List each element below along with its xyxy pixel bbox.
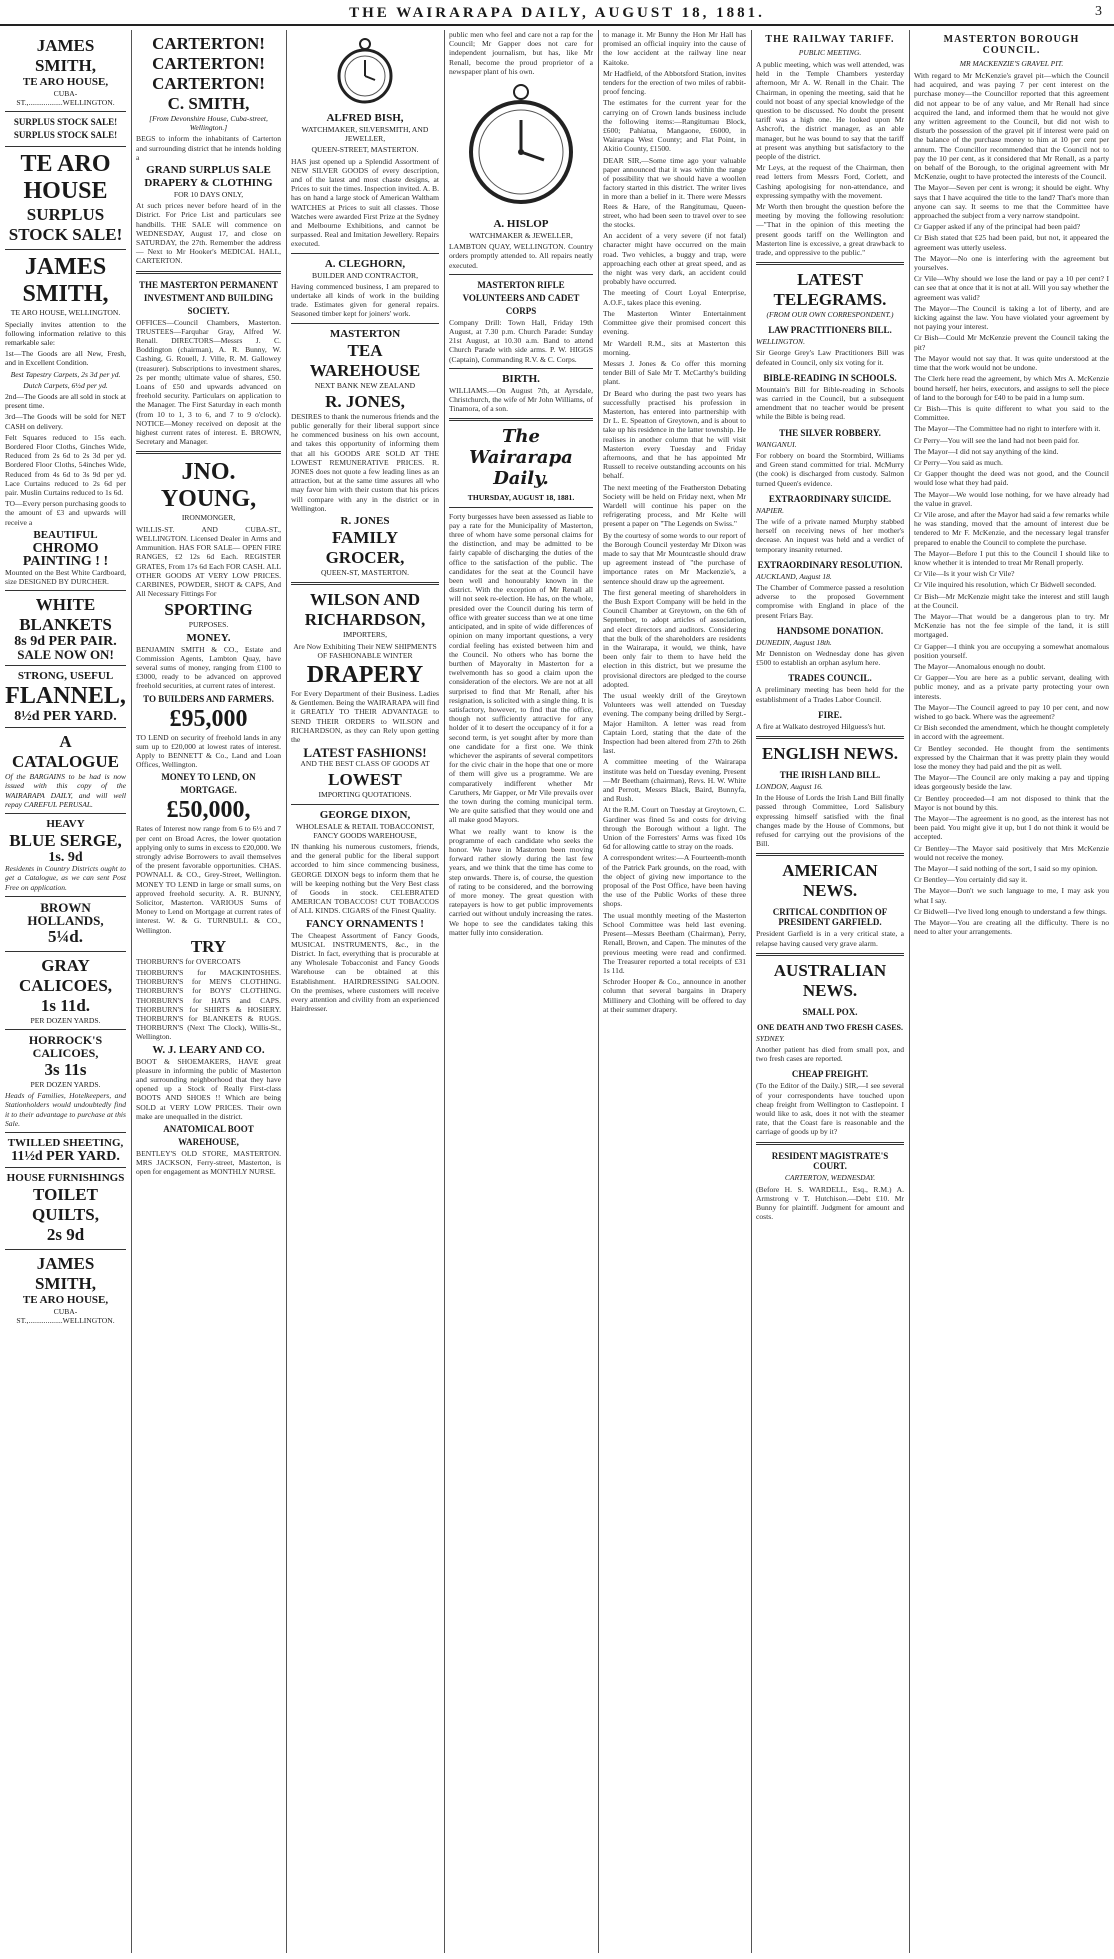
brown-heading: BROWN HOLLANDS, (27, 899, 104, 928)
council-heading: MASTERTON BOROUGH COUNCIL. (943, 34, 1080, 56)
csmith-name: C. SMITH, (167, 94, 250, 113)
try-heading: TRY (190, 936, 227, 956)
masterton-permanent: THE MASTERTON PERMANENT INVESTMENT AND BUILDING SOCIETY. (138, 279, 279, 316)
pocket-watch-icon (335, 36, 395, 106)
flannel-title: STRONG, USEFUL (17, 670, 114, 683)
australian-heading: AUSTRALIAN NEWS. (773, 960, 887, 1000)
per-dozen-2: PER DOZEN YARDS. (30, 1079, 101, 1089)
serge-label: HEAVY (46, 818, 85, 831)
birth-heading: BIRTH. (502, 372, 540, 385)
column-masterton-ads: ALFRED BISH, WATCHMAKER, SILVERSMITH, AND JEWELLER, QUEEN-STREET, MASTERTON. HAS just opened up a Splendid Assortment of NEW SILVER GOODS of every description, and of the latest and most chaste designs, at Prices to suit the times. Inspection invited. A. B. has on hand a large stock of American Waltham WATCHES at Prices to suit all classes. Those Watches were awarded First Prize at the Sydney and Melbourne Exhibitions, and cannot be surpassed. Real and Imitation Jewellery. Repairs executed. A. CLEGHORN, BUILDER AND CONTRACTOR, Having commenced business, I am prepared to undertake all kinds of work in the building trade. Estimates given for general repairs. Seasoned timber kept for joiners' work. MASTERTON TEA WAREHOUSE NEXT BANK NEW ZEALAND R. JONES, DESIRES to thank the numerous friends and the public generally for their liberal support since he commenced business on his own account, and takes this opportunity of informing them that all his GOODS ARE SOLD AT THE LOWEST REMUNERATIVE PRICES. R. JONES does not quote a few leading lines as an attraction, but at the same time assures all who may favor him with their custom that his prices will compare with any in the district or in Wellington. R. JONES FAMILY GROCER, QUEEN-ST, MASTERTON. WILSON AND RICHARDSON, IMPORTERS, Are Now Exhibiting Their NEW SHIPMENTS OF FASHIONABLE WINTER DRAPERY For Every Department of their Business. Ladies & Gentlemen. Being the WAIRARAPA will find it GREATLY TO THEIR ADVANTAGE to SEND THEIR ORDERS to WILSON and RICHARDSON, as they can Rely upon getting the LATEST FASHIONS! AND THE BEST CLASS OF GOODS AT LOWEST IMPORTING QUOTATIONS. GEORGE DIXON, WHOLESALE & RETAIL TOBACCONIST, FANCY GOODS WAREHOUSE, IN thanking his numerous customers, friends, and the general public for the liberal support accorded to him since commencing business, GEORGE DIXON begs to inform them that he will be keeping nothing but the Very Best class of Goods in stock. CELEBRATED AMERICAN TOBACCOS! CUT TOBACCOS of ALL KINDS. CIGARS of the Finest Quality. FANCY ORNAMENTS ! The Cheapest Assortment of Fancy Goods, MUSICAL INSTRUMENTS, &c., in the District. In fact, everything that is procurable at any Wholesale Tobacconist and Fancy Goods Warehouse can be obtained at this Establishment. HAIRDRESSING SALOON. On the premises, where customers will receive every attention and civility from an experienced Hairdresser. (286, 30, 444, 1953)
csmith-from: [From Devonshire House, Cuba-street, Wellington.] (149, 114, 268, 133)
railway-heading: THE RAILWAY TARIFF. (765, 34, 895, 45)
irish-heading: THE IRISH LAND BILL. (779, 769, 881, 780)
blankets-heading: WHITE BLANKETS (19, 595, 112, 635)
jones-name-2: R. JONES (340, 515, 390, 528)
masthead-title: THE WAIRARAPA DAILY, AUGUST 18, 1881. (349, 5, 765, 21)
serge-heading: BLUE SERGE, (9, 831, 122, 851)
family-grocer: FAMILY GROCER, (325, 528, 405, 568)
hislop-name: A. HISLOP (493, 218, 549, 231)
paper-date: THURSDAY, AUGUST 18, 1881. (467, 493, 575, 503)
carterton-heading-2: CARTERTON! CARTERTON! (152, 54, 265, 93)
english-heading: ENGLISH NEWS. (761, 743, 899, 763)
sporting: SPORTING (164, 600, 253, 620)
toilet-price: 2s 9d (46, 1224, 85, 1244)
column-te-aro-house: JAMES SMITH, TE ARO HOUSE, CUBA-ST.,..................WELLINGTON. SURPLUS STOCK SALE! SURPLUS STOCK SALE! TE ARO HOUSE SURPLUS STOCK SALE! JAMES SMITH, TE ARO HOUSE, WELLINGTON. Specially invites attention to the following information relative to this remarkable sale: 1st—The Goods are all New, Fresh, and in Excellent Condition. Best Tapestry Carpets, 2s 3d per yd. Dutch Carpets, 6½d per yd. 2nd—The Goods are all sold in stock at present time. 3rd—The Goods will be sold for NET CASH on delivery. Felt Squares reduced to 15s each. Bordered Floor Cloths, Ginches Wide, Reduced from 2s 6d to 2s 3d per yd. Bordered Floor Cloths, 54inches Wide, Reduced from 4s 6d to 3s 9d per yd. Lace Curtains reduced to 2s 6d per pair. Muslin Curtains reduced to 1s 6d. TO—Every person purchasing goods to the amount of £3 and upwards will receive a BEAUTIFUL CHROMO PAINTING ! ! Mounted on the Best White Cardboard, size DESIGNED BY DURCHER. WHITE BLANKETS 8s 9d PER PAIR. SALE NOW ON! STRONG, USEFUL FLANNEL, 8½d PER YARD. A CATALOGUE Of the BARGAINS to be had is now issued with this copy of the WAIRARAPA DAILY, and will well repay CAREFUL PERUSAL. HEAVY BLUE SERGE, 1s. 9d Residents in Country Districts ought to get a Catalogue, as we can sent Post Free on application. BROWN HOLLANDS, 5¼d. GRAY CALICOES, 1s 11d. PER DOZEN YARDS. HORROCK'S CALICOES, 3s 11s PER DOZEN YARDS. Heads of Families, Hotelkeepers, and Stationholders would undoubtedly find it to their advantage to purchase at this Sale. TWILLED SHEETING, 11½d PER YARD. HOUSE FURNISHINGS TOILET QUILTS, 2s 9d JAMES SMITH, TE ARO HOUSE, CUBA-ST.,..................WELLINGTON. (5, 36, 126, 1326)
dixon-name: GEORGE DIXON, (319, 808, 411, 821)
dixon-sub: WHOLESALE & RETAIL TOBACCONIST, FANCY GOODS WAREHOUSE, (295, 821, 435, 840)
bish-name: ALFRED BISH, (326, 112, 404, 124)
carterton-wednesday: CARTERTON, WEDNESDAY. (784, 1172, 876, 1182)
horrocks-price: 3s 11s (44, 1059, 87, 1079)
silver-heading: THE SILVER ROBBERY. (779, 427, 881, 438)
advert-intro: Specially invites attention to the following information relative to this remarkable sale: (5, 319, 126, 348)
fire-heading: FIRE. (818, 709, 842, 720)
item: 2nd—The Goods are all sold in stock at present time. (5, 392, 126, 411)
thorburn: THORBURN'S for OVERCOATS (136, 956, 241, 966)
gray-heading: GRAY CALICOES, (18, 955, 113, 995)
carterton-heading: CARTERTON! (152, 34, 265, 53)
advert-store-3: TE ARO HOUSE, (22, 1293, 109, 1306)
toilet-heading: TOILET QUILTS, (32, 1184, 99, 1224)
item: Best Tapestry Carpets, 2s 3d per yd. (10, 369, 121, 379)
item: Dutch Carpets, 6½d per yd. (23, 380, 108, 390)
garfield-heading: CRITICAL CONDITION OF PRESIDENT GARFIELD. (772, 907, 888, 928)
hislop-sub: WATCHMAKER & JEWELLER, (469, 231, 573, 241)
column-news: to manage it. Mr Bunny the Hon Mr Hall has promised an official inquiry into the cause of the low accident at the railway line near Kaitoke. Mr Hadfield, of the Abbotsford Station, invites tenders for the erection of two miles of rabbit-proof fencing. The estimates for the current year for the carrying on of Crown lands business include the following items:—Rangitumau Block, £600; Pahiatua, Mangaone, £6000, in Wairarapa West County; and Flat Point, in Akitio County, £1500. DEAR SIR,—Some time ago your valuable paper announced that it was within the range of possibility that we should have a woollen factory started in this district. The writer lives in more than a belief in it. There were Messrs Rees & Hare, of the Rangitumau, Queen-street, who had been seen to travel over to see the stocks. An accident of a very severe (if not fatal) character might have occurred on the main road. Two vehicles, a buggy and trap, were approaching each other at great speed, and as the night was very dark, an accident could probably have occurred. The meeting of Court Loyal Enterprise, A.O.F., takes place this evening. The Masterton Winter Entertainment Committee give their promised concert this evening. Mr Wardell R.M., sits at Masterton this morning. Messrs J. Jones & Co offer this morning tender Bill of Sale Mr T. McCarthy's building plant. Dr Beard who during the past two years has successfully practised his profession in Masterton, has entered into partnership with Dr L. E. Speatton of Greytown, and is about to take up his residence in the latter township. He realises in another column that he will visit Masterton every Tuesday and Friday afternoons, and that he has appointed Mr Russell to receive outstanding accounts on his behalf. The next meeting of the Featherston Debating Society will be held on Friday next, when Mr Wardell will continue his paper on the refrigerating process, and Mr Kelte will present a paper on "The Legends on Swiss." By the courtesy of some words to our report of the Borough Council yesterday Mr Dixon was made to say that Mr Mountcastle should draw up agreement instead of "the purchase of importance rates on Mr Mackenzie's, a sentence should draw up the agreement. The first general meeting of shareholders in the Bush Export Company will be held in the Council Chamber at Greytown, on the 6th of September, to adopt articles of association, and elect directors and auditors. Considering that the bulk of the shareholders are residents in the Wairarapa, it would, we think, have been only fair to them to have held the election in this district, but we presume the provisional directors are pledged to the course adopted. The usual weekly drill of the Greytown Volunteers was well attended on Tuesday evening. The company being drilled by Sergt.-Major Hamilton. A letter was read from Captain Lord, stating that the date of the Inspection had been altered from 27th to 26th last. A committee meeting of the Wairarapa institute was held on Tuesday evening. Present—Mr Beetham (chairman), Revs. H. W. White and Perrott, Messrs Black, Baird, Bunnyfa, and Rush. At the R.M. Court on Tuesday at Greytown, C. Gardiner was fined 5s and costs for driving through the Borough without a light. The Union of the Forresters' Arms was fixed 10s 6d for allowing cattle to stray on the roads. A correspondent writes:—A Fourteenth-month of the Patrick Park grounds, on the road, with the object of giving new importance to the proposal of the Post Office, have been having the use of the Public Works of these three shops. The usual monthly meeting of the Masterton School Committee was held last evening. Present—Messrs Beetham (Chairman), Perry, Renall, Brown, and Capen. The minutes of the previous meeting were read and confirmed. The Treasurer reported a total receipts of £31 1s 11d. Schroder Hooper & Co., announce in another column that several bargains in Drapery Millinery and Clothing will be offered to day at their summer drapery. (603, 30, 746, 1014)
catalogue-title: A CATALOGUE (11, 732, 120, 772)
money-lend: MONEY TO LEND, ON MORTGAGE. (161, 772, 256, 796)
trades-heading: TRADES COUNCIL. (788, 673, 872, 684)
wilson-richardson: WILSON AND RICHARDSON, (304, 590, 426, 630)
item: 3rd—The Goods will be sold for NET CASH on delivery. (5, 412, 126, 431)
own-correspondent: (FROM OUR OWN CORRESPONDENT.) (766, 310, 894, 320)
bible-heading: BIBLE-READING IN SCHOOLS. (763, 372, 897, 383)
advert-address-2: TE ARO HOUSE, WELLINGTON. (10, 308, 121, 318)
catalogue-text: Of the BARGAINS to be had is now issued with this copy of the WAIRARAPA DAILY, and will well repay CAREFUL PERUSAL. (5, 772, 126, 809)
twilled-heading: TWILLED SHEETING, (7, 1136, 124, 1149)
column-editorial: public men who feel and care not a rap for the Council; Mr Gapper does not care for independent journalism, but has, like Mr Renall, become the proud proprietor of a newspaper plant of his own. A. HISLOP WATCHMAKER & JEWELLER, LAMBTON QUAY, WELLINGTON. Country orders promptly attended to. All repairs neatly executed. MASTERTON RIFLE VOLUNTEERS AND CADET CORPS Company Drill: Town Hall, Friday 19th August, at 7.30 p.m. Church Parade: Sunday 21st August, at 10.30 a.m. Band to attend Church Parade with side arms. P. W. HIGGS (Captain), Commanding R.V. & C. Corps. BIRTH. WILLIAMS.—On August 7th, at Ayrsdale, Christchurch, the wife of Mr John Williams, of Tinamora, of a son. The Wairarapa Daily. THURSDAY, AUGUST 18, 1881. Forty burgesses have been assessed as liable to pay a rate for the Municipality of Masterton, three of whom have some personal claims for the distinction, and may be admitted to be fairly capable of discharging the duties of the office to the satisfaction of the public. The candidates for the seat at the Council have been well and honourably known in the district. With the exception of Mr Renall all will not seek re-election. He has, on the whole, presided over the Council during his term of office with greater success than we at one time anticipated, and in spite of wide differences of opinion on many important questions, a very cordial feeling has existed between him and the Council. No others who has borne the burthen of Mayoralty in Masterton for a twelvemonth has so good a claim upon the consideration of the electors. We are not at all surprised to find that Mr Renall, after his resignation, is solicited with a single thing. It is satisfactory, however, to find that the office, though not sufficiently attractive for any holder of it to desert the occupancy of it for a second term, is yet sought after by more than one candidate for a first one. We think whichever the aspirants of several competitors for the civic chair in the hope that one or more of them will give us a programme. We are comparatively indifferent whether Mr Caruthers, Mr Gapper, or Mr Vile prevails over the town during the coming municipal term. We are quite satisfied that they would one and all make good Mayors. What we really want to know is the programme of each candidate who seeks the honor. We have in Masterton been moving forward rather slowly during the last few years, and we think that the time has come to step onwards. There is, of course, the question of rating to be considered, and the borrowing of more money. The great question with ratepayers is how to get public improvements carried out without unduly increasing the rates. We hope to see the candidates taking this matter fully into consideration. (449, 30, 593, 937)
cleghorn-sub: BUILDER AND CONTRACTOR, (312, 270, 418, 280)
resolution-heading: EXTRAORDINARY RESOLUTION. (757, 559, 903, 570)
law-heading: LAW PRACTITIONERS BILL. (768, 325, 892, 336)
chromo-title: CHROMO PAINTING ! ! (22, 540, 109, 569)
drapery-heading: DRAPERY (306, 661, 424, 688)
fancy-ornaments: FANCY ORNAMENTS ! (306, 917, 424, 930)
horrocks-heading: HORROCK'S CALICOES, (28, 1032, 103, 1060)
ten-days: FOR 10 DAYS ONLY, (173, 190, 244, 200)
advert-name: JAMES SMITH, (35, 36, 96, 75)
fifty-thousand: £50,000, (166, 797, 251, 824)
per-dozen: PER DOZEN YARDS. (30, 1015, 101, 1025)
young-name: JNO. YOUNG, (160, 459, 257, 513)
sale-now: SALE NOW ON! (17, 647, 114, 663)
american-heading: AMERICAN NEWS. (782, 861, 878, 901)
tea-warehouse: TEA WAREHOUSE (309, 340, 421, 380)
money-heading: MONEY. (186, 631, 231, 644)
masterton-label: MASTERTON (329, 327, 401, 340)
bish-address: QUEEN-STREET, MASTERTON. (311, 145, 419, 155)
item: 1st—The Goods are all New, Fresh, and in Excellent Condition. (5, 349, 126, 368)
column-telegrams: THE RAILWAY TARIFF. PUBLIC MEETING. A public meeting, which was well attended, was held in the Temple Chambers yesterday afternoon, Mr A. W. Renall in the Chair. The Chairman, in opening the meeting, said that he could not boast of any special knowledge of the question to be discussed. No doubt the present tariff was a high one. He looked upon Mr Ashcroft, the district manager, as an able manager, but he was bound to say that the tariff at present was anything but satisfactory to the people of the district. Mr Leys, at the request of the Chairman, then read letters from Messrs Ford, Corlett, and Cashing apologising for non-attendance, and expressing sympathy with the movement. Mr Worth then brought the question before the meeting by moving the following resolution:—"That in the opinion of this meeting the present goods tariff on the Wellington and Masterton line is excessive, a great drawback to trade, and oppressive to the public." LATEST TELEGRAMS. (FROM OUR OWN CORRESPONDENT.) LAW PRACTITIONERS BILL. WELLINGTON. Sir George Grey's Law Practitioners Bill was defeated in Council, only six voting for it. BIBLE-READING IN SCHOOLS. Mountain's Bill for Bible-reading in Schools was carried in the Council, but a subsequent amendment that no teacher would be present while the Bible is being read. THE SILVER ROBBERY. WANGANUI. For robbery on board the Stormbird, Williams and Green stand committed for trial. McMurry (the cook) is discharged from custody. Salmon turned Queen's evidence. EXTRAORDINARY SUICIDE. NAPIER. The wife of a private named Murphy stabbed herself on receiving news of her mother's decease. An inquest was held and a verdict of temporary insanity returned. EXTRAORDINARY RESOLUTION. AUCKLAND, August 18. The Chamber of Commerce passed a resolution adverse to the proposed Government compromise with England in place of the present Friars Bay. HANDSOME DONATION. DUNEDIN, August 18th. Mr Denniston on Wednesday done has given £500 to establish an orphan asylum here. TRADES COUNCIL. A preliminary meeting has been held for the establishment of a Trades Labor Council. FIRE. A fire at Walkato destroyed Hilguess's hut. ENGLISH NEWS. THE IRISH LAND BILL. LONDON, August 16. In the House of Lords the Irish Land Bill finally passed through Committee, Lord Salisbury expressing himself satisfied with the final changes made by the House of Commons, but refused for carrying out the provisions of the Bill. AMERICAN NEWS. CRITICAL CONDITION OF PRESIDENT GARFIELD. President Garfield is in a very critical state, a relapse having caused very grave alarm. AUSTRALIAN NEWS. SMALL POX. ONE DEATH AND TWO FRESH CASES. SYDNEY. Another patient has died from small pox, and two fresh cases are reported. CHEAP FREIGHT. (To the Editor of the Daily.) SIR,—I see several of your correspondents have touched upon cheap freight from Wellington to Castlepoint. I would like to ask, does it not with the steamer rate, that the Coast fare is reasonable and the carriage of goods up by it? RESIDENT MAGISTRATE'S COURT. CARTERTON, WEDNESDAY. (Before H. S. WARDELL, Esq., R.M.) A. Armstrong v T. Hutchison.—Debt £10. Mr Bunny for plaintiff. Judgment for amount and costs. (756, 34, 904, 1222)
chromo-label: BEAUTIFUL (33, 528, 98, 541)
donation-heading: HANDSOME DONATION. (776, 625, 884, 636)
blankets-price: 8s 9d PER PAIR. (14, 634, 117, 650)
gray-price: 1s 11d. (40, 995, 91, 1015)
surplus-sale-heading: SURPLUS STOCK SALE! (8, 205, 123, 245)
smallpox-heading: SMALL POX. (802, 1006, 858, 1017)
paper-title: The Wairarapa Daily. (469, 426, 573, 490)
big-money: £95,000 (169, 705, 248, 732)
advert-store: TE ARO HOUSE, (22, 76, 109, 88)
column-carterton: CARTERTON! CARTERTON! CARTERTON! C. SMITH, [From Devonshire House, Cuba-street, Wellington.] BEGS to inform the inhabitants of Carterton and surrounding district that he intends holding a GRAND SURPLUS SALE DRAPERY & CLOTHING FOR 10 DAYS ONLY, At such prices never before heard of in the District. For Price List and particulars see handbills. THE SALE will commence on WEDNESDAY, August 17, and close on SATURDAY, the 27th. Remember the address— Next to Mr Hooker's MEDICAL HALL, CARTERTON. THE MASTERTON PERMANENT INVESTMENT AND BUILDING SOCIETY. OFFICES—Council Chambers, Masterton. TRUSTEES—Farquhar Gray, Alfred W. Renall. DIRECTORS—Messrs J. C. Boddington (chairman), A. R. Bunny, W. Cashing, G. Rouell, J. Ville, R. M. Gallowey (treasurer). Subscriptions to investment shares, 2s per month; ultimate value of shares, £50. Loans of £50 and upwards advanced on freehold security. Particulars on application to the Manager. The First Saturday in each month (from 10 to 1, 3 to 6, and 7 to 9 o'clock). NOTICE—Money received on deposit at the highest current rates of interest. E. BROWN, Secretary and Manager. JNO. YOUNG, IRONMONGER, WILLIS-ST. AND CUBA-ST., WELLINGTON. Licensed Dealer in Arms and Ammunition. HAS FOR SALE— OPEN FIRE RANGES, £2 12s 6d Each. REGISTER GRATES, From 17s 6d Each FOR CASH. ALL OTHER GOODS AT VERY LOW PRICES. CARBINES, POWDER, SHOT & CAPS, And All Necessary Fittings For SPORTING PURPOSES. MONEY. BENJAMIN SMITH & CO., Estate and Commission Agents, Lambton Quay, have several sums of money, ranging from £100 to £3000, ready to be advanced on approved freehold securities, at current rates of interest. TO BUILDERS AND FARMERS. £95,000 TO LEND on security of freehold lands in any sum up to £20,000 at lowest rates of interest. Apply to BENNETT & Co., Land and Loan Offices, Wellington. MONEY TO LEND, ON MORTGAGE. £50,000, Rates of Interest now range from 6 to 6½ and 7 per cent on Broad Acres, the lower quotation applying only to sums in excess to £20,000. We strongly advise Borrowers to avail themselves of the present favorable opportunities. CHAS. POWNALL & CO., Grey-Street, Wellington. MONEY TO LEND in large or small sums, on approved freehold security. A. R. BUNNY, Solicitor, Masterton. VARIOUS Sums of Money to Lend on Mortgage at current rates of interest. W. & G. TURNBULL & CO., Wellington. TRY THORBURN'S for OVERCOATS THORBURN'S for MACKINTOSHES. THORBURN'S for MEN'S CLOTHING. THORBURN'S for BOYS' CLOTHING. THORBURN'S for HATS and CAPS. THORBURN'S for SHIRTS & HOSIERY. THORBURN'S for BLANKETS & RUGS. THORBURN'S (Next The Clock), Willis-St., Wellington. W. J. LEARY AND CO. BOOT & SHOEMAKERS, HAVE great pleasure in informing the public of Masterton and surrounding neighborhood that they have opened up a Stock of Really First-class BOOTS AND SHOES !! Which are being SOLD at VERY LOW PRICES. Their own make are unequalled in the district. ANATOMICAL BOOT WAREHOUSE, BENTLEY'S OLD STORE, MASTERTON. MRS JACKSON, Ferry-street, Masterton, is open for engagement as MONTHLY NURSE. (136, 34, 281, 1177)
serge-price: 1s. 9d (48, 850, 83, 866)
queen-st: QUEEN-ST, MASTERTON. (320, 568, 410, 578)
advert-name-3: JAMES SMITH, (35, 1253, 96, 1293)
bish-sub: WATCHMAKER, SILVERSMITH, AND JEWELLER, (301, 125, 429, 144)
cleghorn-name: A. CLEGHORN, (324, 257, 406, 270)
to-builders: TO BUILDERS AND FARMERS. (143, 693, 274, 704)
shoemakers: W. J. LEARY AND CO. (152, 1043, 265, 1056)
jones-name: R. JONES, (325, 391, 405, 411)
anatomical: ANATOMICAL BOOT WAREHOUSE, (163, 1124, 254, 1148)
resident-heading: RESIDENT MAGISTRATE'S COURT. (771, 1150, 889, 1171)
advert-address-3: CUBA-ST.,..................WELLINGTON. (16, 1306, 115, 1326)
masthead (0, 0, 1114, 26)
flannel-price: 8½d PER YARD. (14, 709, 117, 725)
one-death: ONE DEATH AND TWO FRESH CASES. (757, 1022, 903, 1032)
clock-face-icon (466, 82, 576, 212)
column-borough-council: MASTERTON BOROUGH COUNCIL. MR MACKENZIE'S GRAVEL PIT. With regard to Mr McKenzie's gravel pit—which the Council had acquired, and was paying 7 per cent interest on the purchase money—the Councillor reported that this agreement did not appear to be of any value, and Mr Renall had since acquired the land, and informed them that he would not give any written agreement to the Council, but did not wish to disturb the possession of the gravel pit if interest were paid on the balance of the purchase money to him at 10 per cent per annum. The Councillor recommended that the Council not to pay the 10 per cent, as it considered that Mr Renall, as a party on behalf of the Borough, to the original agreement with Mr McKenzie, ought to have protected the interests of the Council. The Mayor—Seven per cent is wrong; it should be eight. Why says that I have acquired the title to the land? That's more than anyone can say. It seems to me that the Committee have approached the subject from a very narrow standpoint. Cr Gapper asked if any of the principal had been paid? Cr Bish stated that £25 had been paid, but not, it appeared the agreement was utterly useless. The Mayor—No one is interfering with the agreement but yourselves. Cr Vile—Why should we lose the land or pay a 10 per cent? I can see that at once that it is not at all. Will you say whether the agreement was valid? The Mayor—The Council is taking a lot of liberty, and are kicking against the law. You have violated your agreement by not paying your interest. Cr Bish—Could Mr McKenzie prevent the Council taking the pit? The Mayor would not say that. It was quite understood at the time that the work would not be undone. The Clerk here read the agreement, by which Mrs A. McKenzie bound herself, her heirs, executors, and assigns to sell the piece of land to the borough for £40 to be paid in a lump sum. Cr Bish—This is quite different to what you said to the Committee. The Mayor—The Committee had no right to interfere with it. Cr Perry—You will see the land had not been paid for. The Mayor—I did not say anything of the kind. Cr Perry—You said as much. Cr Gapper thought the deed was not good, and the Council would lose what they had paid. The Mayor—We would lose nothing, for we have already had the value in gravel. Cr Vile arose, and after the Mayor had said a few remarks while he was standing, moved that the amount of interest due be tendered to Mr F. McKenzie, and the necessary legal transfer prepared to enable the Council to complete the purchase. The Mayor—Before I put this to the Council I should like to know whether it is intended to treat Mr Renall properly. Cr Vile—Is it your wish Cr Vile? Cr Vile inquired his resolution, which Cr Bidwell seconded. Cr Bish—Mr McKenzie might take the interest and still laugh at the Council. The Mayor—That would be a dangerous plan to try. Mr McKenzie has not the fee simple of the land, it is still mortgaged. Cr Gapper—I think you are occupying a somewhat anomalous position yourself. The Mayor—Anomalous enough no doubt. Cr Gapper—You are here as a public servant, dealing with public money, and as a private party protecting your own interests. The Mayor—The Council agreed to pay 10 per cent, and now wished to go back. Where was the agreement? Cr Bish seconded the amendment, which he thought completely in accord with the agreement. Cr Bentley seconded. He thought from the sentiments expressed by the Chairman that it was pretty plain they would lose the money they had paid and the pit as well. The Mayor—The Council are only making a pay and tipping ideas gorgeously beside the law. Cr Bentley proceeded—I am not disposed to think that the Mayor is not bound by this. The Mayor—The agreement is no good, as the interest has not been paid. You might give it up, but I do not think it would be accepted. Cr Bentley—The Mayor said positively that Mrs McKenzie would not receive the money. The Mayor—I said nothing of the sort, I said so my opinion. Cr Bentley—You certainly did say it. The Mayor—Don't we such language to me, I may ask you what I say. Cr Bidwell—I've lived long enough to understand a few things. The Mayor—You are creating all the difficulty. There is no need to alter your arrangements. (914, 34, 1109, 937)
surplus-sale: SURPLUS STOCK SALE! SURPLUS STOCK SALE! (13, 117, 118, 141)
public-meeting: PUBLIC MEETING. (798, 48, 862, 57)
flannel-heading: FLANNEL, (5, 683, 126, 710)
suicide-heading: EXTRAORDINARY SUICIDE. (768, 493, 892, 504)
twilled-price: 11½d PER YARD. (11, 1148, 120, 1164)
lowest: LOWEST (328, 770, 402, 790)
importers: IMPORTERS, (342, 630, 388, 640)
advert-name-2: JAMES SMITH, (22, 254, 109, 308)
drapery-clothing: DRAPERY & CLOTHING (144, 177, 273, 190)
cheap-heading: CHEAP FREIGHT. (791, 1069, 869, 1080)
council-sub: MR MACKENZIE'S GRAVEL PIT. (959, 59, 1064, 68)
store-heading: TE ARO HOUSE (20, 151, 111, 205)
grand-sale: GRAND SURPLUS SALE (146, 164, 271, 177)
volunteers: MASTERTON RIFLE VOLUNTEERS AND CADET CORPS (462, 279, 580, 316)
latest-heading: LATEST TELEGRAMS. (773, 270, 887, 310)
advert-address: CUBA-ST.,..................WELLINGTON. (16, 89, 115, 108)
house-heading: HOUSE FURNISHINGS (6, 1171, 125, 1184)
latest-fashions: LATEST FASHIONS! (303, 745, 427, 761)
brown-price: 5¼d. (48, 926, 83, 946)
next-bank: NEXT BANK NEW ZEALAND (314, 380, 416, 390)
page-number: 3 (1095, 4, 1102, 19)
ironmonger: IRONMONGER, (181, 513, 236, 523)
